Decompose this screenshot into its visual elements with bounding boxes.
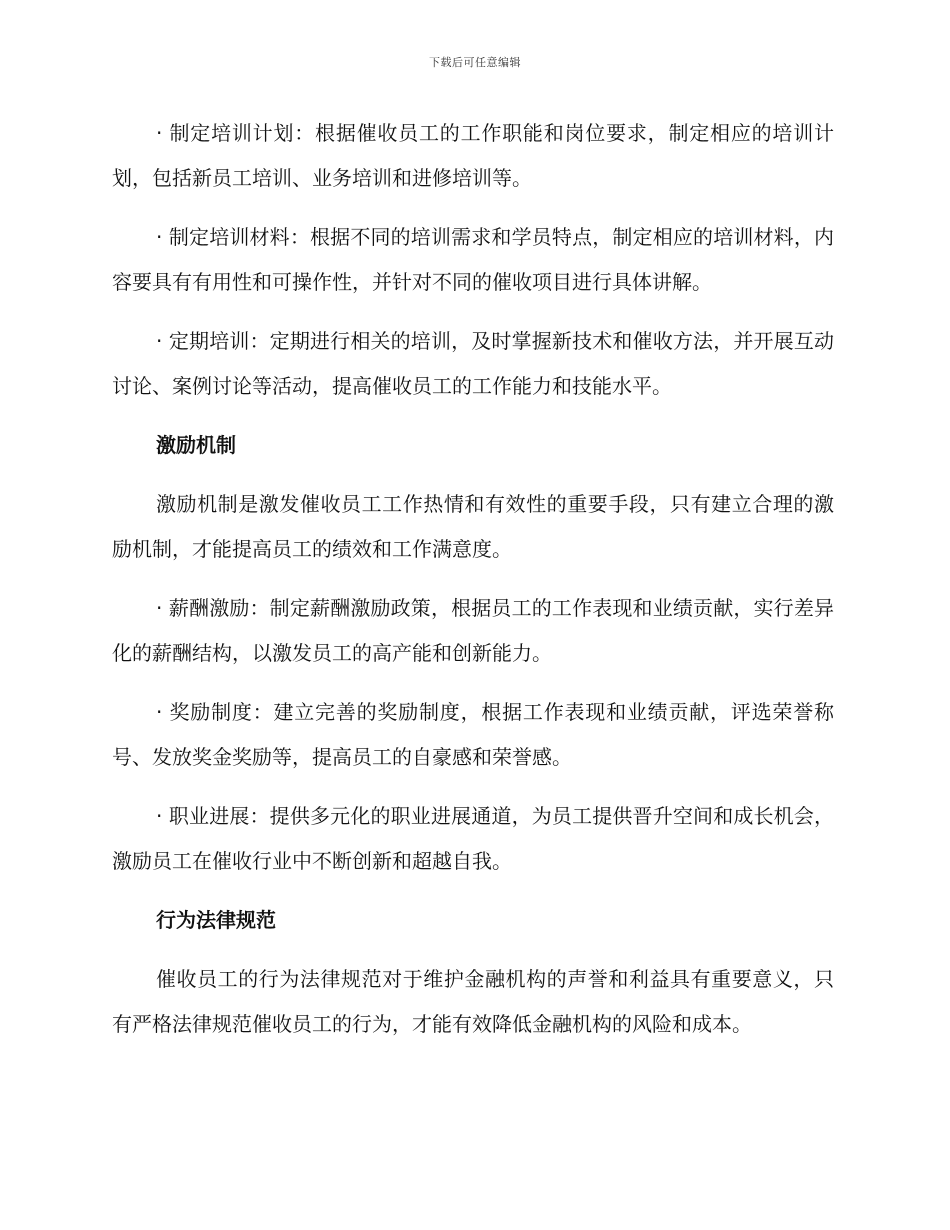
section-heading-legal-norms: 行为法律规范 (156, 908, 276, 932)
bullet-training-materials: · 制定培训材料：根据不同的培训需求和学员特点，制定相应的培训材料，内容要具有有用性和可操作性，并针对不同的催收项目进行具体讲解。 (112, 225, 834, 294)
incentive-intro-paragraph: 激励机制是激发催收员工工作热情和有效性的重要手段，只有建立合理的激励机制，才能提高员工的绩效和工作满意度。 (112, 492, 834, 561)
page-header-note: 下载后可任意编辑 (429, 56, 521, 69)
document-body (112, 111, 834, 1061)
bullet-training-plan: · 制定培训计划：根据催收员工的工作职能和岗位要求，制定相应的培训计划，包括新员工培训、业务培训和进修培训等。 (112, 121, 834, 190)
legal-norms-paragraph: 催收员工的行为法律规范对于维护金融机构的声誉和利益具有重要意义，只有严格法律规范催收员工的行为，才能有效降低金融机构的风险和成本。 (112, 967, 834, 1036)
bullet-periodic-training: · 定期培训：定期进行相关的培训，及时掌握新技术和催收方法，并开展互动讨论、案例讨论等活动，提高催收员工的工作能力和技能水平。 (112, 329, 834, 398)
section-heading-incentive: 激励机制 (156, 433, 236, 457)
bullet-career-progress: · 职业进展：提供多元化的职业进展通道，为员工提供晋升空间和成长机会，激励员工在催收行业中不断创新和超越自我。 (112, 804, 834, 873)
bullet-reward-system: · 奖励制度：建立完善的奖励制度，根据工作表现和业绩贡献，评选荣誉称号、发放奖金奖励等，提高员工的自豪感和荣誉感。 (112, 700, 834, 769)
bullet-salary-incentive: · 薪酬激励：制定薪酬激励政策，根据员工的工作表现和业绩贡献，实行差异化的薪酬结构，以激发员工的高产能和创新能力。 (112, 596, 834, 665)
